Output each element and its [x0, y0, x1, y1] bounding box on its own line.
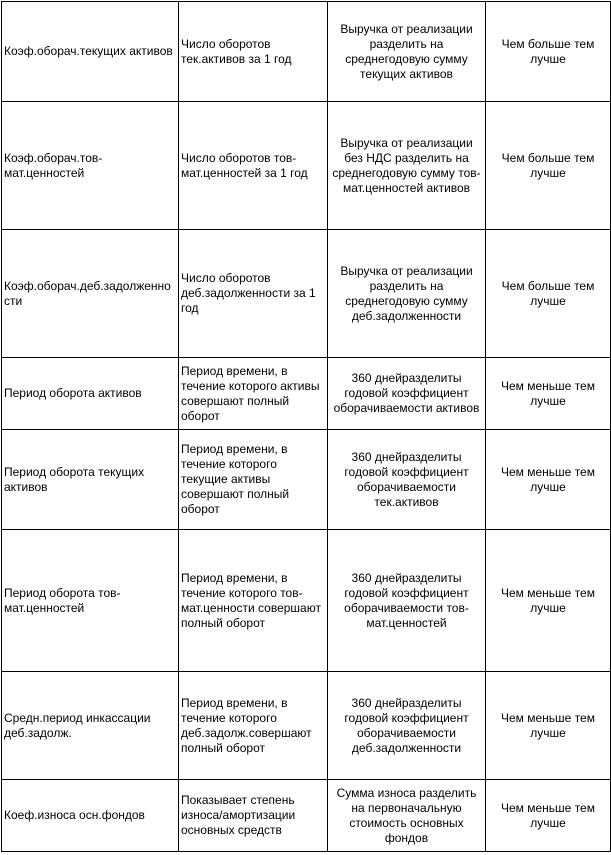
assessment-cell: Чем больше тем лучше: [486, 2, 611, 102]
formula-cell: Выручка от реализации без НДС разделить на среднегодовую сумму тов-мат.ценностей активов: [328, 102, 486, 230]
assessment-cell: Чем меньше тем лучше: [486, 430, 611, 530]
meaning-cell: Число оборотов деб.задолженности за 1 год: [179, 230, 328, 358]
table-row: [2, 230, 611, 358]
indicator-cell: Коэф.оборач.текущих активов: [2, 2, 179, 102]
formula-cell: Выручка от реализации разделить на среднегодовую сумму текущих активов: [328, 2, 486, 102]
table-row: [2, 102, 611, 230]
meaning-cell: Период времени, в течение которого активы совершают полный оборот: [179, 358, 328, 430]
table-row: [2, 2, 611, 102]
indicators-table: [1, 1, 611, 852]
indicator-cell: Коэф.оборач.деб.задолженности: [2, 230, 179, 358]
meaning-cell: Число оборотов тек.активов за 1 год: [179, 2, 328, 102]
meaning-cell: Период времени, в течение которого тов-мат.ценности совершают полный оборот: [179, 530, 328, 672]
assessment-cell: Чем больше тем лучше: [486, 102, 611, 230]
table-row: [2, 358, 611, 430]
indicator-cell: Период оборота активов: [2, 358, 179, 430]
indicator-cell: Период оборота текущих активов: [2, 430, 179, 530]
table-row: [2, 530, 611, 672]
formula-cell: Выручка от реализации разделить на среднегодовую сумму деб.задолженности: [328, 230, 486, 358]
assessment-cell: Чем меньше тем лучше: [486, 358, 611, 430]
formula-cell: 360 днейразделиты годовой коэффициент оборачиваемости активов: [328, 358, 486, 430]
indicator-cell: Период оборота тов-мат.ценностей: [2, 530, 179, 672]
table-row: [2, 430, 611, 530]
formula-cell: 360 днейразделиты годовой коэффициент оборачиваемости тов-мат.ценностей: [328, 530, 486, 672]
indicator-cell: Средн.период инкассации деб.задолж.: [2, 672, 179, 780]
table-row: [2, 672, 611, 780]
formula-cell: 360 днейразделиты годовой коэффициент оборачиваемости деб.задолженности: [328, 672, 486, 780]
indicator-cell: Коэф.оборач.тов-мат.ценностей: [2, 102, 179, 230]
assessment-cell: Чем меньше тем лучше: [486, 530, 611, 672]
meaning-cell: Период времени, в течение которого текущие активы совершают полный оборот: [179, 430, 328, 530]
indicator-cell: Коеф.износа осн.фондов: [2, 780, 179, 852]
formula-cell: Сумма износа разделить на первоначальную стоимость основных фондов: [328, 780, 486, 852]
assessment-cell: Чем больше тем лучше: [486, 230, 611, 358]
assessment-cell: Чем меньше тем лучше: [486, 780, 611, 852]
meaning-cell: Период времени, в течение которого деб.задолж.совершают полный оборот: [179, 672, 328, 780]
meaning-cell: Показывает степень износа/амортизации основных средств: [179, 780, 328, 852]
table-row: [2, 780, 611, 852]
meaning-cell: Число оборотов тов-мат.ценностей за 1 год: [179, 102, 328, 230]
assessment-cell: Чем меньше тем лучше: [486, 672, 611, 780]
formula-cell: 360 днейразделиты годовой коэффициент оборачиваемости тек.активов: [328, 430, 486, 530]
